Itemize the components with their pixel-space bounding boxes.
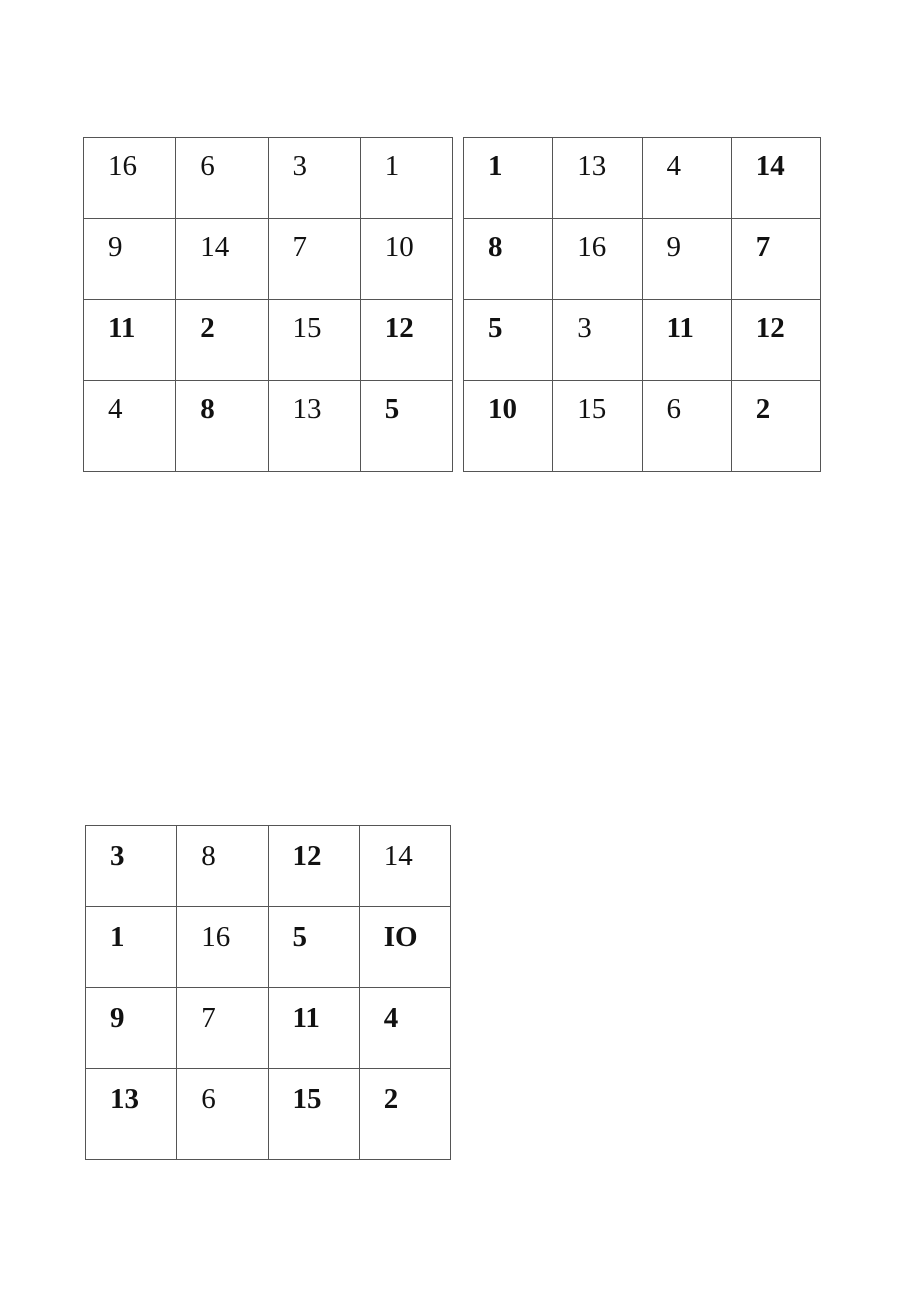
cell-value: 6 bbox=[666, 393, 681, 425]
grid-cell bbox=[86, 988, 177, 1069]
grid-row bbox=[464, 381, 821, 472]
grid-cell bbox=[176, 138, 268, 219]
cell-value: 9 bbox=[110, 1002, 125, 1034]
grid-cell bbox=[360, 300, 452, 381]
grid-cell bbox=[177, 988, 268, 1069]
cell-value: 6 bbox=[200, 150, 215, 182]
grid-cell bbox=[553, 300, 642, 381]
grid-row bbox=[464, 138, 821, 219]
cell-value: 11 bbox=[666, 312, 694, 344]
grid-row bbox=[86, 907, 451, 988]
grid-cell bbox=[268, 826, 359, 907]
grid-cell bbox=[268, 381, 360, 472]
grid-cell bbox=[464, 219, 553, 300]
grid-cell bbox=[553, 219, 642, 300]
grid-row bbox=[84, 300, 453, 381]
cell-value: 8 bbox=[201, 840, 216, 872]
grid-cell bbox=[268, 219, 360, 300]
grid-row bbox=[464, 219, 821, 300]
grid-cell bbox=[268, 300, 360, 381]
cell-value: 12 bbox=[755, 312, 785, 344]
grid-cell bbox=[731, 219, 820, 300]
grid-cell bbox=[268, 1069, 359, 1160]
cell-value: 15 bbox=[292, 1083, 322, 1115]
grid-cell bbox=[268, 988, 359, 1069]
cell-value: 7 bbox=[201, 1002, 216, 1034]
cell-value: 13 bbox=[577, 150, 607, 182]
grid-cell bbox=[464, 138, 553, 219]
cell-value: 3 bbox=[577, 312, 592, 344]
cell-value: 16 bbox=[108, 150, 137, 182]
number-grid-a bbox=[83, 137, 453, 472]
cell-value: 4 bbox=[108, 393, 123, 425]
cell-value: 2 bbox=[383, 1083, 399, 1115]
cell-value: 1 bbox=[384, 150, 400, 182]
grid-cell bbox=[642, 138, 731, 219]
number-grid-b bbox=[463, 137, 821, 472]
grid-cell bbox=[268, 907, 359, 988]
grid-row bbox=[86, 1069, 451, 1160]
cell-value: 15 bbox=[577, 393, 607, 425]
cell-value: 2 bbox=[200, 312, 215, 344]
grid-row bbox=[86, 826, 451, 907]
cell-value: 1 bbox=[488, 150, 503, 182]
cell-value: 8 bbox=[200, 393, 215, 425]
cell-value: 7 bbox=[755, 231, 771, 263]
cell-value: 7 bbox=[292, 231, 307, 263]
cell-value: 3 bbox=[292, 150, 307, 182]
cell-value: 14 bbox=[383, 840, 413, 872]
cell-value: 5 bbox=[488, 312, 503, 344]
cell-value: 11 bbox=[292, 1002, 320, 1034]
cell-value: 14 bbox=[200, 231, 230, 263]
cell-value: 8 bbox=[488, 231, 503, 263]
cell-value: 5 bbox=[384, 393, 400, 425]
cell-value: 12 bbox=[292, 840, 322, 872]
grid-row bbox=[464, 300, 821, 381]
grid-cell bbox=[86, 1069, 177, 1160]
grid-cell bbox=[84, 138, 176, 219]
grid-cell bbox=[176, 219, 268, 300]
cell-value: 3 bbox=[110, 840, 125, 872]
cell-value: 4 bbox=[383, 1002, 399, 1034]
grid-row bbox=[84, 381, 453, 472]
grid-cell bbox=[642, 219, 731, 300]
cell-value: 9 bbox=[108, 231, 123, 263]
grid-cell bbox=[176, 381, 268, 472]
grid-cell bbox=[359, 1069, 450, 1160]
cell-value: 16 bbox=[201, 921, 231, 953]
grid-cell bbox=[731, 300, 820, 381]
grid-cell bbox=[268, 138, 360, 219]
cell-value: 5 bbox=[292, 921, 307, 953]
grid-cell bbox=[360, 381, 452, 472]
number-grid-c bbox=[85, 825, 451, 1160]
grid-cell bbox=[177, 1069, 268, 1160]
grid-cell bbox=[642, 300, 731, 381]
grid-row bbox=[84, 219, 453, 300]
cell-value: 12 bbox=[384, 312, 414, 344]
grid-row bbox=[84, 138, 453, 219]
grid-cell bbox=[86, 826, 177, 907]
cell-value: IO bbox=[383, 921, 418, 953]
grid-cell bbox=[176, 300, 268, 381]
grid-cell bbox=[177, 826, 268, 907]
cell-value: 16 bbox=[577, 231, 607, 263]
cell-value: 13 bbox=[110, 1083, 139, 1115]
cell-value: 1 bbox=[110, 921, 125, 953]
grid-cell bbox=[359, 907, 450, 988]
grid-cell bbox=[359, 826, 450, 907]
cell-value: 6 bbox=[201, 1083, 216, 1115]
grid-cell bbox=[84, 300, 176, 381]
grid-cell bbox=[360, 138, 452, 219]
cell-value: 10 bbox=[488, 393, 517, 425]
cell-value: 14 bbox=[755, 150, 785, 182]
grid-cell bbox=[84, 219, 176, 300]
cell-value: 10 bbox=[384, 231, 414, 263]
grid-cell bbox=[360, 219, 452, 300]
grid-cell bbox=[464, 381, 553, 472]
grid-cell bbox=[553, 381, 642, 472]
cell-value: 2 bbox=[755, 393, 771, 425]
grid-row bbox=[86, 988, 451, 1069]
grid-cell bbox=[177, 907, 268, 988]
grid-cell bbox=[553, 138, 642, 219]
cell-value: 11 bbox=[108, 312, 136, 344]
grid-cell bbox=[731, 138, 820, 219]
grid-cell bbox=[464, 300, 553, 381]
grid-cell bbox=[731, 381, 820, 472]
grid-cell bbox=[84, 381, 176, 472]
cell-value: 9 bbox=[666, 231, 681, 263]
grid-cell bbox=[86, 907, 177, 988]
grid-cell bbox=[642, 381, 731, 472]
cell-value: 4 bbox=[666, 150, 681, 182]
cell-value: 15 bbox=[292, 312, 322, 344]
grid-cell bbox=[359, 988, 450, 1069]
cell-value: 13 bbox=[292, 393, 322, 425]
